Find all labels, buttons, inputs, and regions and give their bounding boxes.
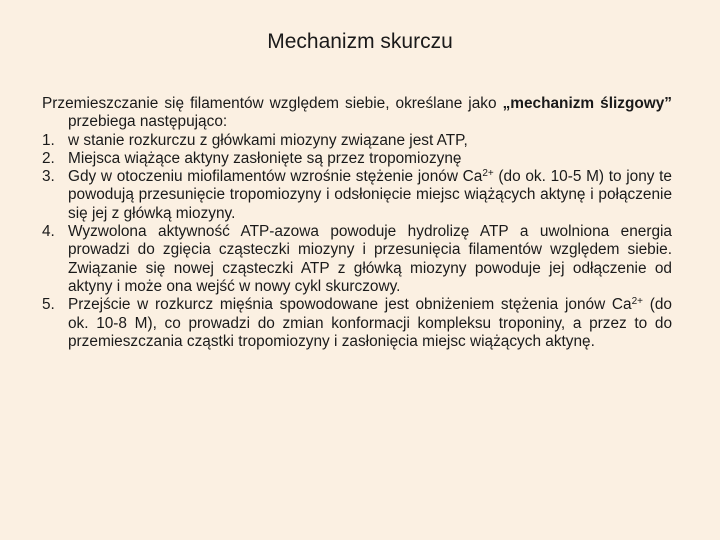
intro-bold-term: „mechanizm ślizgowy” <box>502 95 672 112</box>
list-item-number: 5. <box>42 296 55 314</box>
list-item <box>42 223 672 296</box>
intro-text: Przemieszczanie się filamentów względem siebie, określane jako <box>42 95 503 112</box>
list-item-text: w stanie rozkurczu z główkami miozyny związane jest ATP, <box>68 131 468 149</box>
list-item <box>42 296 672 351</box>
list-item-text: Miejsca wiążące aktyny zasłonięte są przez tropomiozynę <box>68 149 462 167</box>
list-item-text-continued: (do ok. 10-8 M), co prowadzi do zmian konformacji kompleksu troponiny, a przez to do przemieszczania cząstki tropomiozyny i zasłonięcia miejsc wiążących aktynę. <box>68 296 672 350</box>
steps-list <box>42 132 672 352</box>
list-item-text-continued: (do ok. 10-5 M) to jony te powodują przesunięcie tropomiozyny i odsłonięcie miejsc wiążących aktynę i połączenie się jej z główką miozyny. <box>68 168 672 222</box>
list-item-number: 3. <box>42 168 55 186</box>
intro-paragraph <box>42 95 672 132</box>
list-item-text: Wyzwolona aktywność ATP-azowa powoduje hydrolizę ATP a uwolniona energia prowadzi do zgięcia cząsteczki miozyny i przesunięcia filamentów względem siebie. Związanie się nowej cząsteczki ATP z główką miozyny powoduje jej odłączenie od aktyny i może ona wejść w nowy cykl skurczowy. <box>68 223 672 295</box>
list-item-number: 2. <box>42 149 55 167</box>
page-title: Mechanizm skurczu <box>267 30 453 53</box>
slide-body <box>42 95 672 351</box>
superscript-charge: 2+ <box>482 168 494 180</box>
list-item <box>42 132 672 150</box>
intro-tail: przebiega następująco: <box>68 113 228 131</box>
list-item <box>42 168 672 223</box>
superscript-charge: 2+ <box>631 296 644 308</box>
list-item-number: 1. <box>42 131 55 149</box>
list-item <box>42 150 672 168</box>
list-item-text: Gdy w otoczeniu miofilamentów wzrośnie stężenie jonów Ca <box>68 168 483 186</box>
list-item-text: Przejście w rozkurcz mięśnia spowodowane jest obniżeniem stężenia jonów Ca <box>68 296 632 314</box>
list-item-number: 4. <box>42 223 55 241</box>
